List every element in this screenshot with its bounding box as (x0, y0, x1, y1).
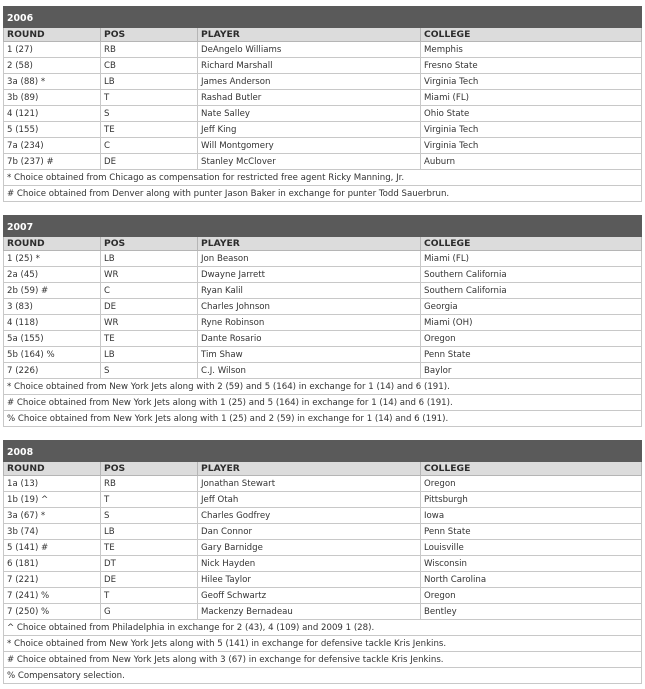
pos-cell: S (101, 106, 198, 122)
footnote-row (4, 652, 642, 668)
pos-cell: G (101, 604, 198, 620)
college-cell: Southern California (421, 267, 642, 283)
footnote: * Choice obtained from Chicago as compensation for restricted free agent Ricky Manning, Jr. (4, 170, 642, 186)
player-cell: Gary Barnidge (198, 540, 421, 556)
table-row (4, 122, 642, 138)
college-cell: Southern California (421, 283, 642, 299)
college-cell: Iowa (421, 508, 642, 524)
round-cell: 5a (155) (4, 331, 101, 347)
player-cell: Mackenzy Bernadeau (198, 604, 421, 620)
pos-cell: DE (101, 299, 198, 315)
column-header-pos: POS (101, 462, 198, 476)
column-header-row (4, 28, 642, 42)
table-row (4, 154, 642, 170)
college-cell: Baylor (421, 363, 642, 379)
table-row (4, 492, 642, 508)
footnote: ^ Choice obtained from Philadelphia in exchange for 2 (43), 4 (109) and 2009 1 (28). (4, 620, 642, 636)
player-cell: Tim Shaw (198, 347, 421, 363)
footnote: % Compensatory selection. (4, 668, 642, 684)
round-cell: 7 (226) (4, 363, 101, 379)
column-header-round: ROUND (4, 462, 101, 476)
footnote: # Choice obtained from Denver along with punter Jason Baker in exchange for punter Todd Sauerbrun. (4, 186, 642, 202)
college-cell: Memphis (421, 42, 642, 58)
pos-cell: LB (101, 74, 198, 90)
pos-cell: DE (101, 154, 198, 170)
college-cell: Auburn (421, 154, 642, 170)
college-cell: Wisconsin (421, 556, 642, 572)
table-row (4, 556, 642, 572)
table-row (4, 58, 642, 74)
pos-cell: LB (101, 347, 198, 363)
footnote: * Choice obtained from New York Jets along with 5 (141) in exchange for defensive tackle Kris Jenkins. (4, 636, 642, 652)
round-cell: 7 (241) % (4, 588, 101, 604)
column-header-pos: POS (101, 28, 198, 42)
footnote: # Choice obtained from New York Jets along with 3 (67) in exchange for defensive tackle Kris Jenkins. (4, 652, 642, 668)
footnote: * Choice obtained from New York Jets along with 2 (59) and 5 (164) in exchange for 1 (14) and 6 (191). (4, 379, 642, 395)
college-cell: Bentley (421, 604, 642, 620)
table-row (4, 283, 642, 299)
table-row (4, 331, 642, 347)
footnote-row (4, 186, 642, 202)
column-header-college: COLLEGE (421, 28, 642, 42)
table-row (4, 90, 642, 106)
pos-cell: DT (101, 556, 198, 572)
table-row (4, 74, 642, 90)
college-cell: Penn State (421, 347, 642, 363)
player-cell: DeAngelo Williams (198, 42, 421, 58)
college-cell: Fresno State (421, 58, 642, 74)
column-header-college: COLLEGE (421, 237, 642, 251)
player-cell: Dan Connor (198, 524, 421, 540)
footnote-row (4, 636, 642, 652)
round-cell: 5 (141) # (4, 540, 101, 556)
pos-cell: CB (101, 58, 198, 74)
player-cell: Jeff King (198, 122, 421, 138)
year-title: 2006 (4, 7, 642, 28)
year-title: 2007 (4, 216, 642, 237)
round-cell: 3b (74) (4, 524, 101, 540)
round-cell: 3a (88) * (4, 74, 101, 90)
footnote-row (4, 620, 642, 636)
player-cell: Dante Rosario (198, 331, 421, 347)
round-cell: 7b (237) # (4, 154, 101, 170)
player-cell: Rashad Butler (198, 90, 421, 106)
round-cell: 3b (89) (4, 90, 101, 106)
round-cell: 4 (118) (4, 315, 101, 331)
table-row (4, 524, 642, 540)
player-cell: Ryan Kalil (198, 283, 421, 299)
pos-cell: T (101, 492, 198, 508)
player-cell: Geoff Schwartz (198, 588, 421, 604)
college-cell: Miami (FL) (421, 90, 642, 106)
college-cell: Oregon (421, 588, 642, 604)
year-header (4, 216, 642, 237)
year-header (4, 441, 642, 462)
pos-cell: C (101, 283, 198, 299)
column-header-college: COLLEGE (421, 462, 642, 476)
table-row (4, 299, 642, 315)
college-cell: Miami (OH) (421, 315, 642, 331)
player-cell: Will Montgomery (198, 138, 421, 154)
column-header-round: ROUND (4, 28, 101, 42)
table-row (4, 476, 642, 492)
pos-cell: RB (101, 42, 198, 58)
college-cell: Georgia (421, 299, 642, 315)
column-header-player: PLAYER (198, 462, 421, 476)
table-row (4, 315, 642, 331)
footnote-row (4, 668, 642, 684)
round-cell: 5 (155) (4, 122, 101, 138)
table-row (4, 588, 642, 604)
round-cell: 7a (234) (4, 138, 101, 154)
table-row (4, 138, 642, 154)
draft-table-2008 (3, 440, 642, 684)
column-header-row (4, 237, 642, 251)
college-cell: Oregon (421, 476, 642, 492)
player-cell: Ryne Robinson (198, 315, 421, 331)
college-cell: Pittsburgh (421, 492, 642, 508)
player-cell: James Anderson (198, 74, 421, 90)
pos-cell: C (101, 138, 198, 154)
pos-cell: T (101, 588, 198, 604)
table-row (4, 267, 642, 283)
round-cell: 1 (25) * (4, 251, 101, 267)
round-cell: 1 (27) (4, 42, 101, 58)
column-header-pos: POS (101, 237, 198, 251)
table-row (4, 604, 642, 620)
round-cell: 6 (181) (4, 556, 101, 572)
college-cell: Virginia Tech (421, 138, 642, 154)
pos-cell: WR (101, 267, 198, 283)
footnote: % Choice obtained from New York Jets along with 1 (25) and 2 (59) in exchange for 1 (14) and 6 (191). (4, 411, 642, 427)
draft-table-2006 (3, 6, 642, 202)
player-cell: Charles Johnson (198, 299, 421, 315)
footnote-row (4, 170, 642, 186)
footnote-row (4, 411, 642, 427)
player-cell: Hilee Taylor (198, 572, 421, 588)
pos-cell: RB (101, 476, 198, 492)
footnote-row (4, 395, 642, 411)
pos-cell: S (101, 363, 198, 379)
table-row (4, 42, 642, 58)
college-cell: North Carolina (421, 572, 642, 588)
column-header-round: ROUND (4, 237, 101, 251)
round-cell: 5b (164) % (4, 347, 101, 363)
player-cell: C.J. Wilson (198, 363, 421, 379)
college-cell: Ohio State (421, 106, 642, 122)
player-cell: Stanley McClover (198, 154, 421, 170)
round-cell: 1b (19) ^ (4, 492, 101, 508)
table-row (4, 572, 642, 588)
player-cell: Charles Godfrey (198, 508, 421, 524)
round-cell: 7 (221) (4, 572, 101, 588)
round-cell: 4 (121) (4, 106, 101, 122)
pos-cell: TE (101, 540, 198, 556)
pos-cell: S (101, 508, 198, 524)
footnote-row (4, 379, 642, 395)
year-title: 2008 (4, 441, 642, 462)
college-cell: Miami (FL) (421, 251, 642, 267)
table-row (4, 251, 642, 267)
pos-cell: T (101, 90, 198, 106)
table-row (4, 347, 642, 363)
player-cell: Nick Hayden (198, 556, 421, 572)
draft-table-2007 (3, 215, 642, 427)
pos-cell: TE (101, 122, 198, 138)
round-cell: 2b (59) # (4, 283, 101, 299)
player-cell: Jon Beason (198, 251, 421, 267)
player-cell: Nate Salley (198, 106, 421, 122)
column-header-player: PLAYER (198, 237, 421, 251)
table-row (4, 106, 642, 122)
player-cell: Jeff Otah (198, 492, 421, 508)
round-cell: 2a (45) (4, 267, 101, 283)
round-cell: 2 (58) (4, 58, 101, 74)
pos-cell: DE (101, 572, 198, 588)
column-header-row (4, 462, 642, 476)
pos-cell: LB (101, 251, 198, 267)
year-header (4, 7, 642, 28)
footnote: # Choice obtained from New York Jets along with 1 (25) and 5 (164) in exchange for 1 (14) and 6 (191). (4, 395, 642, 411)
college-cell: Louisville (421, 540, 642, 556)
column-header-player: PLAYER (198, 28, 421, 42)
player-cell: Jonathan Stewart (198, 476, 421, 492)
round-cell: 3 (83) (4, 299, 101, 315)
college-cell: Oregon (421, 331, 642, 347)
pos-cell: WR (101, 315, 198, 331)
player-cell: Richard Marshall (198, 58, 421, 74)
table-row (4, 540, 642, 556)
college-cell: Penn State (421, 524, 642, 540)
round-cell: 3a (67) * (4, 508, 101, 524)
round-cell: 7 (250) % (4, 604, 101, 620)
player-cell: Dwayne Jarrett (198, 267, 421, 283)
table-row (4, 363, 642, 379)
pos-cell: TE (101, 331, 198, 347)
pos-cell: LB (101, 524, 198, 540)
table-row (4, 508, 642, 524)
college-cell: Virginia Tech (421, 74, 642, 90)
college-cell: Virginia Tech (421, 122, 642, 138)
round-cell: 1a (13) (4, 476, 101, 492)
